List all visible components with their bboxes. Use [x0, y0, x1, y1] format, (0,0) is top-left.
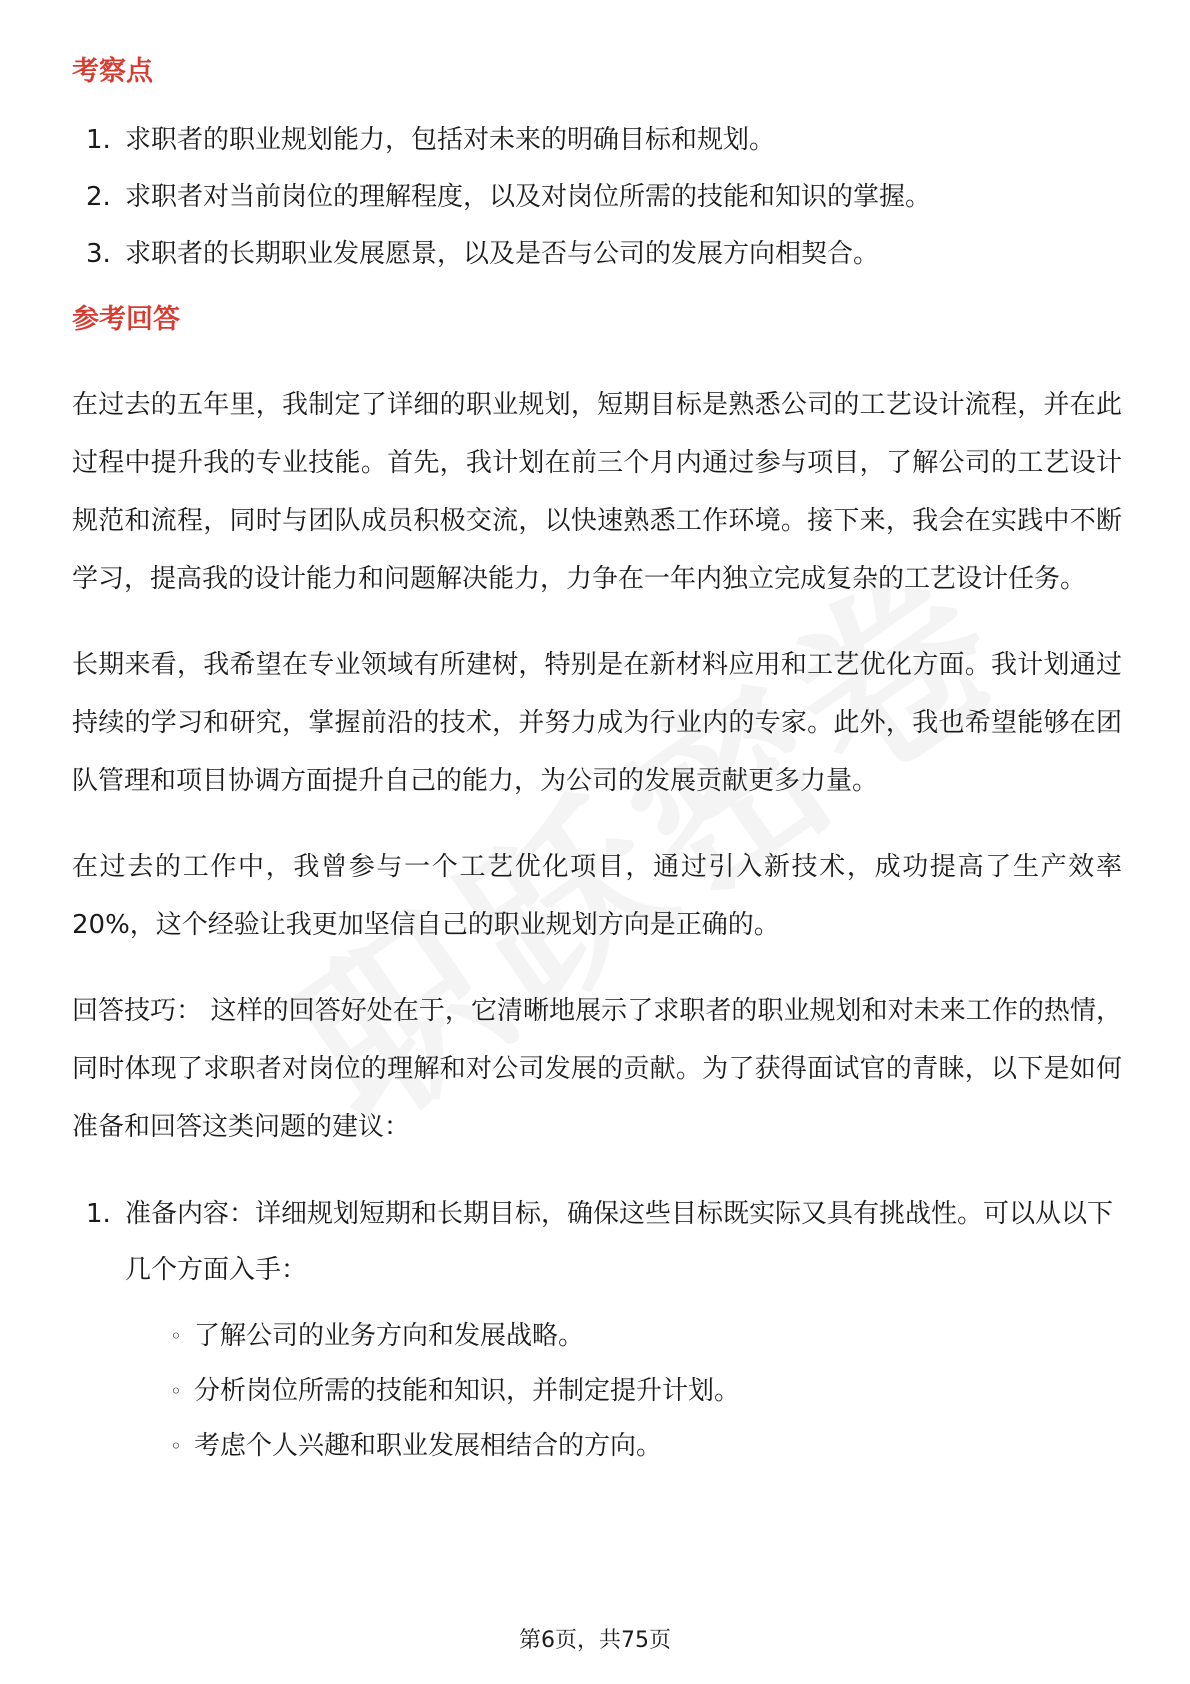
list-number: 3. — [86, 239, 111, 269]
sub-list-item — [172, 1371, 1122, 1411]
sub-list-item — [172, 1316, 1122, 1356]
list-item — [72, 120, 1122, 160]
circle-bullet-icon: ◦ — [170, 1324, 182, 1348]
answer-paragraph: 在过去的五年里，我制定了详细的职业规划，短期目标是熟悉公司的工艺设计流程，并在此过程中提升我的专业技能。首先，我计划在前三个月内通过参与项目，了解公司的工艺设计规范和流程，同时与团队成员积极交流，以快速熟悉工作环境。接下来，我会在实践中不断学习，提高我的设计能力和问题解决能力，力争在一年内独立完成复杂的工艺设计任务。 — [72, 390, 1122, 594]
circle-bullet-icon: ◦ — [170, 1379, 182, 1403]
circle-bullet-icon: ◦ — [170, 1434, 182, 1458]
points-list — [72, 120, 1122, 274]
list-number: 1. — [86, 125, 111, 155]
tips-paragraph: 回答技巧： 这样的回答好处在于，它清晰地展示了求职者的职业规划和对未来工作的热情，同时体现了求职者对岗位的理解和对公司发展的贡献。为了获得面试官的青睐，以下是如何准备和回答这类问题的建议： — [72, 996, 1122, 1142]
answer-paragraph: 在过去的工作中，我曾参与一个工艺优化项目，通过引入新技术，成功提高了生产效率20%，这个经验让我更加坚信自己的职业规划方向是正确的。 — [72, 852, 1122, 940]
answer-paragraph: 长期来看，我希望在专业领域有所建树，特别是在新材料应用和工艺优化方面。我计划通过持续的学习和研究，掌握前沿的技术，并努力成为行业内的专家。此外，我也希望能够在团队管理和项目协调方面提升自己的能力，为公司的发展贡献更多力量。 — [72, 650, 1122, 796]
sub-list-item — [172, 1426, 1122, 1466]
list-text: 求职者的职业规划能力，包括对未来的明确目标和规划。 — [125, 125, 776, 155]
points-heading: 考察点 — [72, 56, 153, 87]
list-item — [72, 177, 1122, 217]
answer-heading: 参考回答 — [72, 304, 180, 335]
sub-list-text: 分析岗位所需的技能和知识，并制定提升计划。 — [194, 1376, 741, 1406]
tips-list — [72, 1186, 1122, 1466]
list-item — [72, 234, 1122, 274]
page-content — [72, 52, 1122, 1481]
list-number: 2. — [86, 182, 111, 212]
list-text: 准备内容：详细规划短期和长期目标，确保这些目标既实际又具有挑战性。可以从以下几个方面入手： — [125, 1199, 1114, 1285]
sub-list — [125, 1316, 1122, 1466]
list-text: 求职者对当前岗位的理解程度，以及对岗位所需的技能和知识的掌握。 — [125, 182, 932, 212]
page-number: 第6页，共75页 — [519, 1628, 671, 1653]
list-item — [72, 1186, 1122, 1466]
list-number: 1. — [86, 1199, 111, 1229]
sub-list-text: 考虑个人兴趣和职业发展相结合的方向。 — [194, 1431, 663, 1461]
list-text: 求职者的长期职业发展愿景，以及是否与公司的发展方向相契合。 — [125, 239, 880, 269]
sub-list-text: 了解公司的业务方向和发展战略。 — [194, 1321, 585, 1351]
